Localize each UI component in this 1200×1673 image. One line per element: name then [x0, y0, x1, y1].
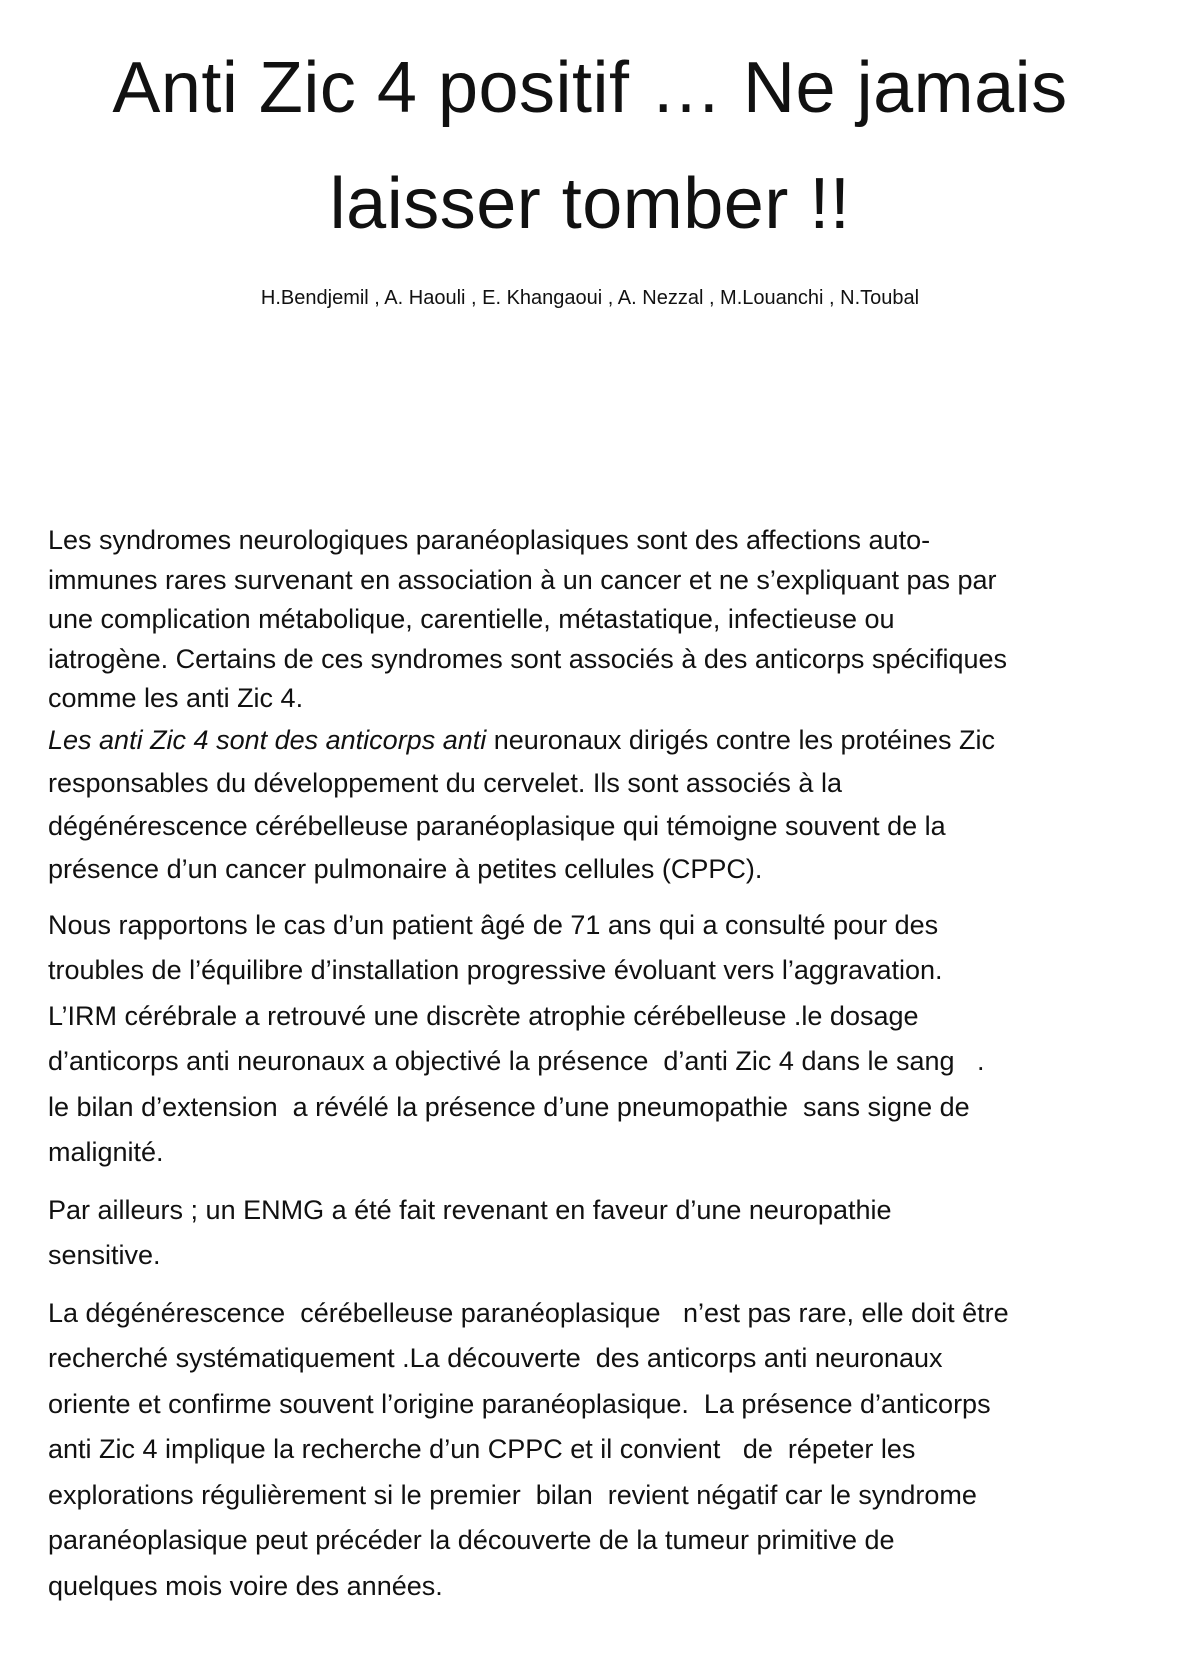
text-fragment: neuronaux dirigés contre les protéines Zic: [486, 724, 996, 755]
text-line: quelques mois voire des années.: [48, 1570, 443, 1601]
text-line: comme les anti Zic 4.: [48, 683, 304, 713]
text-line: troubles de l’équilibre d’installation progressive évoluant vers l’aggravation.: [48, 955, 943, 985]
text-line: recherché systématiquement .La découverte des anticorps anti neuronaux: [48, 1343, 943, 1373]
text-line: Par ailleurs ; un ENMG a été fait revenant en faveur d’une neuropathie: [48, 1194, 892, 1225]
text-line: oriente et confirme souvent l’origine paranéoplasique. La présence d’anticorps: [48, 1388, 991, 1419]
title-line-1: Anti Zic 4 positif … Ne jamais: [112, 48, 1068, 128]
text-line: sensitive.: [48, 1240, 161, 1270]
poster-title: [40, 30, 1140, 262]
zic-paragraph: [48, 719, 1158, 891]
text-line: La dégénérescence cérébelleuse paranéoplasique n’est pas rare, elle doit être: [48, 1297, 1009, 1328]
intro-paragraph: [48, 521, 1158, 719]
author-list: H.Bendjemil , A. Haouli , E. Khangaoui , A. Nezzal , M.Louanchi , N.Toubal: [260, 287, 920, 309]
text-line: malignité.: [48, 1137, 164, 1167]
text-line: dégénérescence cérébelleuse paranéoplasique qui témoigne souvent de la: [48, 810, 946, 841]
text-line: le bilan d’extension a révélé la présence d’une pneumopathie sans signe de: [48, 1091, 970, 1122]
title-line-2: laisser tomber !!: [329, 164, 851, 244]
text-line: explorations régulièrement si le premier bilan revient négatif car le syndrome: [48, 1479, 977, 1510]
text-line: [48, 719, 1158, 762]
text-line: anti Zic 4 implique la recherche d’un CPPC et il convient de répeter les: [48, 1434, 916, 1464]
text-line: iatrogène. Certains de ces syndromes sont associés à des anticorps spécifiques: [48, 643, 1008, 674]
text-line: L’IRM cérébrale a retrouvé une discrète atrophie cérébelleuse .le dosage: [48, 1000, 919, 1031]
text-line: immunes rares survenant en association à un cancer et ne s’expliquant pas par: [48, 564, 997, 595]
text-line: une complication métabolique, carentielle, métastatique, infectieuse ou: [48, 604, 895, 634]
text-line: d’anticorps anti neuronaux a objectivé la présence d’anti Zic 4 dans le sang .: [48, 1046, 985, 1076]
case-paragraph: [48, 903, 1158, 1176]
italic-lead: Les anti Zic 4 sont des anticorps anti: [48, 724, 487, 755]
text-line: présence d’un cancer pulmonaire à petites cellules (CPPC).: [48, 853, 763, 884]
conclusion-paragraph: [48, 1291, 1158, 1610]
text-line: paranéoplasique peut précéder la découverte de la tumeur primitive de: [48, 1525, 895, 1555]
text-line: Les syndromes neurologiques paranéoplasiques sont des affections auto-: [48, 525, 931, 555]
text-line: responsables du développement du cervelet. Ils sont associés à la: [48, 767, 842, 798]
enmg-paragraph: [48, 1188, 1158, 1279]
poster-body: [48, 521, 1158, 1609]
text-line: Nous rapportons le cas d’un patient âgé de 71 ans qui a consulté pour des: [48, 909, 939, 940]
